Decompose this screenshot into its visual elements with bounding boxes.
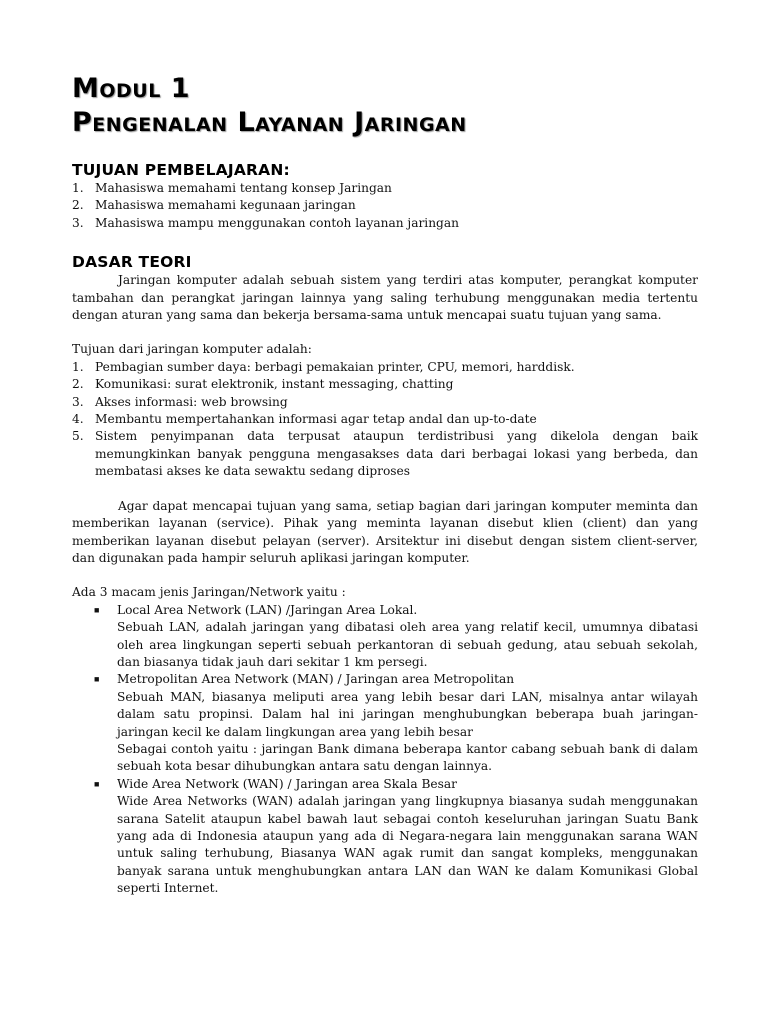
list-item: 2. Komunikasi: surat elektronik, instant messaging, chatting (72, 377, 454, 392)
man-title: Metropolitan Area Network (MAN) / Jaringan area Metropolitan (117, 672, 515, 687)
wan-description: Wide Area Networks (WAN) adalah jaringan yang lingkupnya biasanya sudah menggunakan sarana Satelit ataupun kabel bawah laut sebagai contoh keseluruhan jaringan Suatu Bank yang ada di Indonesia ataupun yang ada di Negara-negara lain menggunakan sarana WAN untuk saling terhubung, Biasanya WAN agak rumit dan sangat kompleks, menggunakan banyak sarana untuk menghubungkan antara LAN dan WAN ke dalam Komunikasi Global seperti Internet. (117, 794, 698, 896)
document-page (72, 72, 698, 898)
module-title-line2: Pengenalan Layanan Jaringan (72, 107, 467, 138)
dasar-paragraph-1: Jaringan komputer adalah sebuah sistem yang terdiri atas komputer, perangkat komputer tambahan dan perangkat jaringan lainnya yang saling terhubung menggunakan media tertentu dengan aturan yang sama dan bekerja bersama-sama untuk mencapai suatu tujuan yang sama. (72, 273, 698, 323)
square-bullet-icon: ■ (94, 674, 100, 685)
spacer (72, 324, 698, 341)
list-item: 5. Sistem penyimpanan data terpusat ataupun terdistribusi yang dikelola dengan baik memungkinkan banyak pengguna mengasakses data dari berbagai lokasi yang berbeda, dan membatasi akses ke data sewaktu sedang diproses (72, 429, 698, 479)
wan-title: Wide Area Network (WAN) / Jaringan area Skala Besar (117, 776, 457, 791)
module-title (72, 72, 698, 140)
list-item: 1. Mahasiswa memahami tentang konsep Jaringan (72, 181, 392, 195)
tujuan-jaringan-list (72, 359, 698, 481)
list-item: 4. Membantu mempertahankan informasi agar tetap andal dan up-to-date (72, 412, 537, 427)
list-item: 3. Akses informasi: web browsing (72, 394, 288, 409)
list-item-man (72, 671, 698, 775)
dasar-teori-heading: DASAR TEORI (72, 253, 192, 272)
man-example: Sebagai contoh yaitu : jaringan Bank dimana beberapa kantor cabang sebuah bank di dalam sebuah kota besar dihubungkan antara satu dengan lainnya. (117, 741, 698, 774)
list-item: 1. Pembagian sumber daya: berbagi pemakaian printer, CPU, memori, harddisk. (72, 359, 575, 374)
jenis-jaringan-intro: Ada 3 macam jenis Jaringan/Network yaitu : (72, 585, 346, 600)
square-bullet-icon: ■ (94, 778, 100, 789)
square-bullet-icon: ■ (94, 604, 100, 615)
list-item-lan (72, 602, 698, 672)
lan-title: Local Area Network (LAN) /Jaringan Area Lokal. (117, 602, 418, 617)
tujuan-list (72, 180, 698, 232)
list-item: 2. Mahasiswa memahami kegunaan jaringan (72, 198, 356, 213)
man-description: Sebuah MAN, biasanya meliputi area yang lebih besar dari LAN, misalnya antar wilayah dalam satu propinsi. Dalam hal ini jaringan menghubungkan beberapa buah jaringan-jaringan kecil ke dalam lingkungan area yang lebih besar (117, 689, 698, 739)
jenis-jaringan-list (72, 602, 698, 898)
spacer (72, 481, 698, 498)
list-item-wan (72, 776, 698, 898)
list-item: 3. Mahasiswa mampu menggunakan contoh layanan jaringan (72, 215, 459, 230)
spacer (72, 567, 698, 584)
tujuan-heading: TUJUAN PEMBELAJARAN: (72, 161, 290, 179)
dasar-paragraph-2: Agar dapat mencapai tujuan yang sama, setiap bagian dari jaringan komputer meminta dan memberikan layanan (service). Pihak yang meminta layanan disebut klien (client) dan yang memberikan layanan disebut pelayan (server). Arsitektur ini disebut dengan sistem client-server, dan digunakan pada hampir seluruh aplikasi jaringan komputer. (72, 498, 698, 565)
tujuan-jaringan-intro: Tujuan dari jaringan komputer adalah: (72, 342, 312, 357)
lan-description: Sebuah LAN, adalah jaringan yang dibatasi oleh area yang relatif kecil, umumnya dibatasi oleh area lingkungan seperti sebuah perkantoran di sebuah gedung, atau sebuah sekolah, dan biasanya tidak jauh dari sekitar 1 km persegi. (117, 620, 698, 669)
module-title-line1: Modul 1 (72, 73, 191, 104)
